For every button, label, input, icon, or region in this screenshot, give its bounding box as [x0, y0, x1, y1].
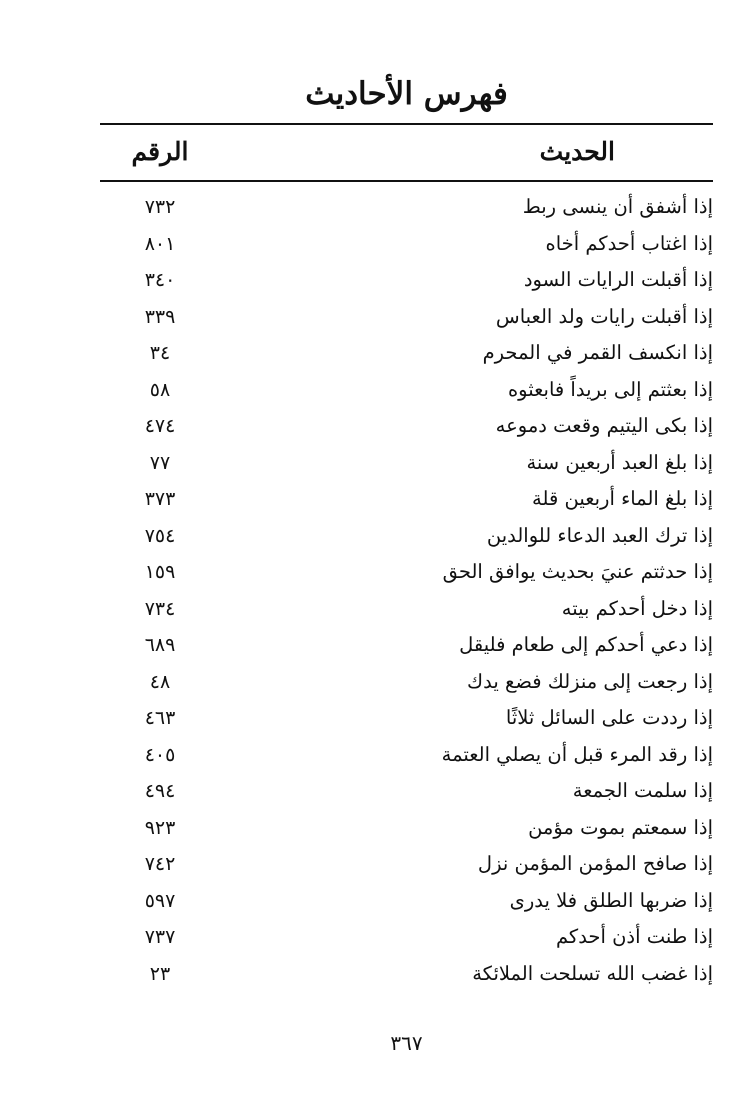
hadith-text: إذا رجعت إلى منزلك فضع يدك [467, 669, 713, 693]
hadith-number: ٦٨٩ [144, 634, 176, 656]
hadith-text: إذا ضربها الطلق فلا يدرى [509, 888, 713, 912]
hadith-number: ٥٩٧ [144, 889, 176, 912]
hadith-text: إذا رقد المرء قبل أن يصلي العتمة [441, 742, 713, 766]
index-row [100, 555, 713, 592]
hadith-number: ٧٣٤ [144, 597, 176, 620]
index-row [100, 920, 713, 957]
hadith-number: ٤٧٤ [144, 415, 176, 437]
hadith-text: إذا بلغ العبد أربعين سنة [526, 450, 713, 474]
page-number: ٣٦٧ [390, 1031, 423, 1055]
index-row [100, 336, 713, 373]
index-row [100, 628, 713, 665]
hadith-text: إذا بلغ الماء أربعين قلة [532, 487, 713, 510]
index-row [100, 884, 713, 921]
hadith-number: ٣٣٩ [144, 305, 176, 328]
index-row [100, 373, 713, 410]
column-header-hadith: الحديث [539, 137, 615, 166]
hadith-number: ٨٠١ [144, 232, 176, 255]
hadith-number: ٤٨ [149, 670, 171, 693]
hadith-text: إذا بعثتم إلى بريداً فابعثوه [507, 377, 713, 401]
index-row [100, 811, 713, 848]
index-row [100, 665, 713, 702]
hadith-number: ٤٩٤ [144, 780, 176, 802]
hadith-number: ٣٤ [149, 342, 171, 364]
hadith-number: ٢٣ [149, 962, 171, 985]
hadith-number: ٧٣٢ [144, 196, 176, 218]
hadith-text: إذا أقبلت الرايات السود [523, 268, 713, 291]
hadith-number: ٧٤٢ [144, 853, 176, 875]
hadith-text: إذا حدثتم عنيَ بحديث يوافق الحق [442, 560, 713, 583]
hadith-text: إذا أشفق أن ينسى ربط [522, 195, 713, 218]
index-row [100, 263, 713, 300]
hadith-text: إذا دخل أحدكم بيته [561, 596, 713, 620]
index-row [100, 774, 713, 811]
hadith-number: ٧٣٧ [144, 926, 176, 948]
hadith-number: ٣٤٠ [144, 269, 176, 291]
index-row [100, 738, 713, 775]
hadith-index-list [100, 190, 713, 993]
index-row [100, 519, 713, 556]
hadith-number: ١٥٩ [144, 561, 176, 583]
hadith-number: ٧٥٤ [144, 524, 176, 547]
index-row [100, 482, 713, 519]
hadith-number: ٣٧٣ [144, 488, 176, 510]
hadith-text: إذا انكسف القمر في المحرم [482, 341, 713, 364]
hadith-text: إذا رددت على السائل ثلاثًا [505, 706, 713, 729]
index-row [100, 957, 713, 994]
hadith-text: إذا غضب الله تسلحت الملائكة [472, 961, 713, 985]
hadith-number: ٤٦٣ [144, 707, 176, 729]
hadith-text: إذا صافح المؤمن المؤمن نزل [477, 852, 713, 875]
column-header-number: الرقم [131, 137, 189, 166]
hadith-number: ٥٨ [149, 378, 171, 401]
hadith-number: ٤٠٥ [144, 743, 176, 766]
top-rule [100, 123, 713, 125]
hadith-number: ٩٢٣ [144, 816, 176, 839]
hadith-text: إذا دعي أحدكم إلى طعام فليقل [459, 633, 713, 656]
page-title: فهرس الأحاديث [305, 76, 508, 112]
index-row [100, 446, 713, 483]
index-row [100, 701, 713, 738]
hadith-text: إذا اغتاب أحدكم أخاه [545, 231, 713, 255]
hadith-text: إذا طنت أذن أحدكم [555, 925, 713, 948]
index-row [100, 190, 713, 227]
hadith-number: ٧٧ [149, 451, 171, 474]
hadith-text: إذا ترك العبد الدعاء للوالدين [486, 523, 713, 547]
header-rule [100, 180, 713, 182]
index-row [100, 409, 713, 446]
hadith-text: إذا أقبلت رايات ولد العباس [495, 304, 713, 328]
hadith-text: إذا سلمت الجمعة [572, 779, 713, 802]
index-row [100, 592, 713, 629]
hadith-text: إذا بكى اليتيم وقعت دموعه [495, 414, 713, 437]
index-row [100, 300, 713, 337]
index-row [100, 227, 713, 264]
hadith-text: إذا سمعتم بموت مؤمن [528, 815, 713, 839]
index-row [100, 847, 713, 884]
